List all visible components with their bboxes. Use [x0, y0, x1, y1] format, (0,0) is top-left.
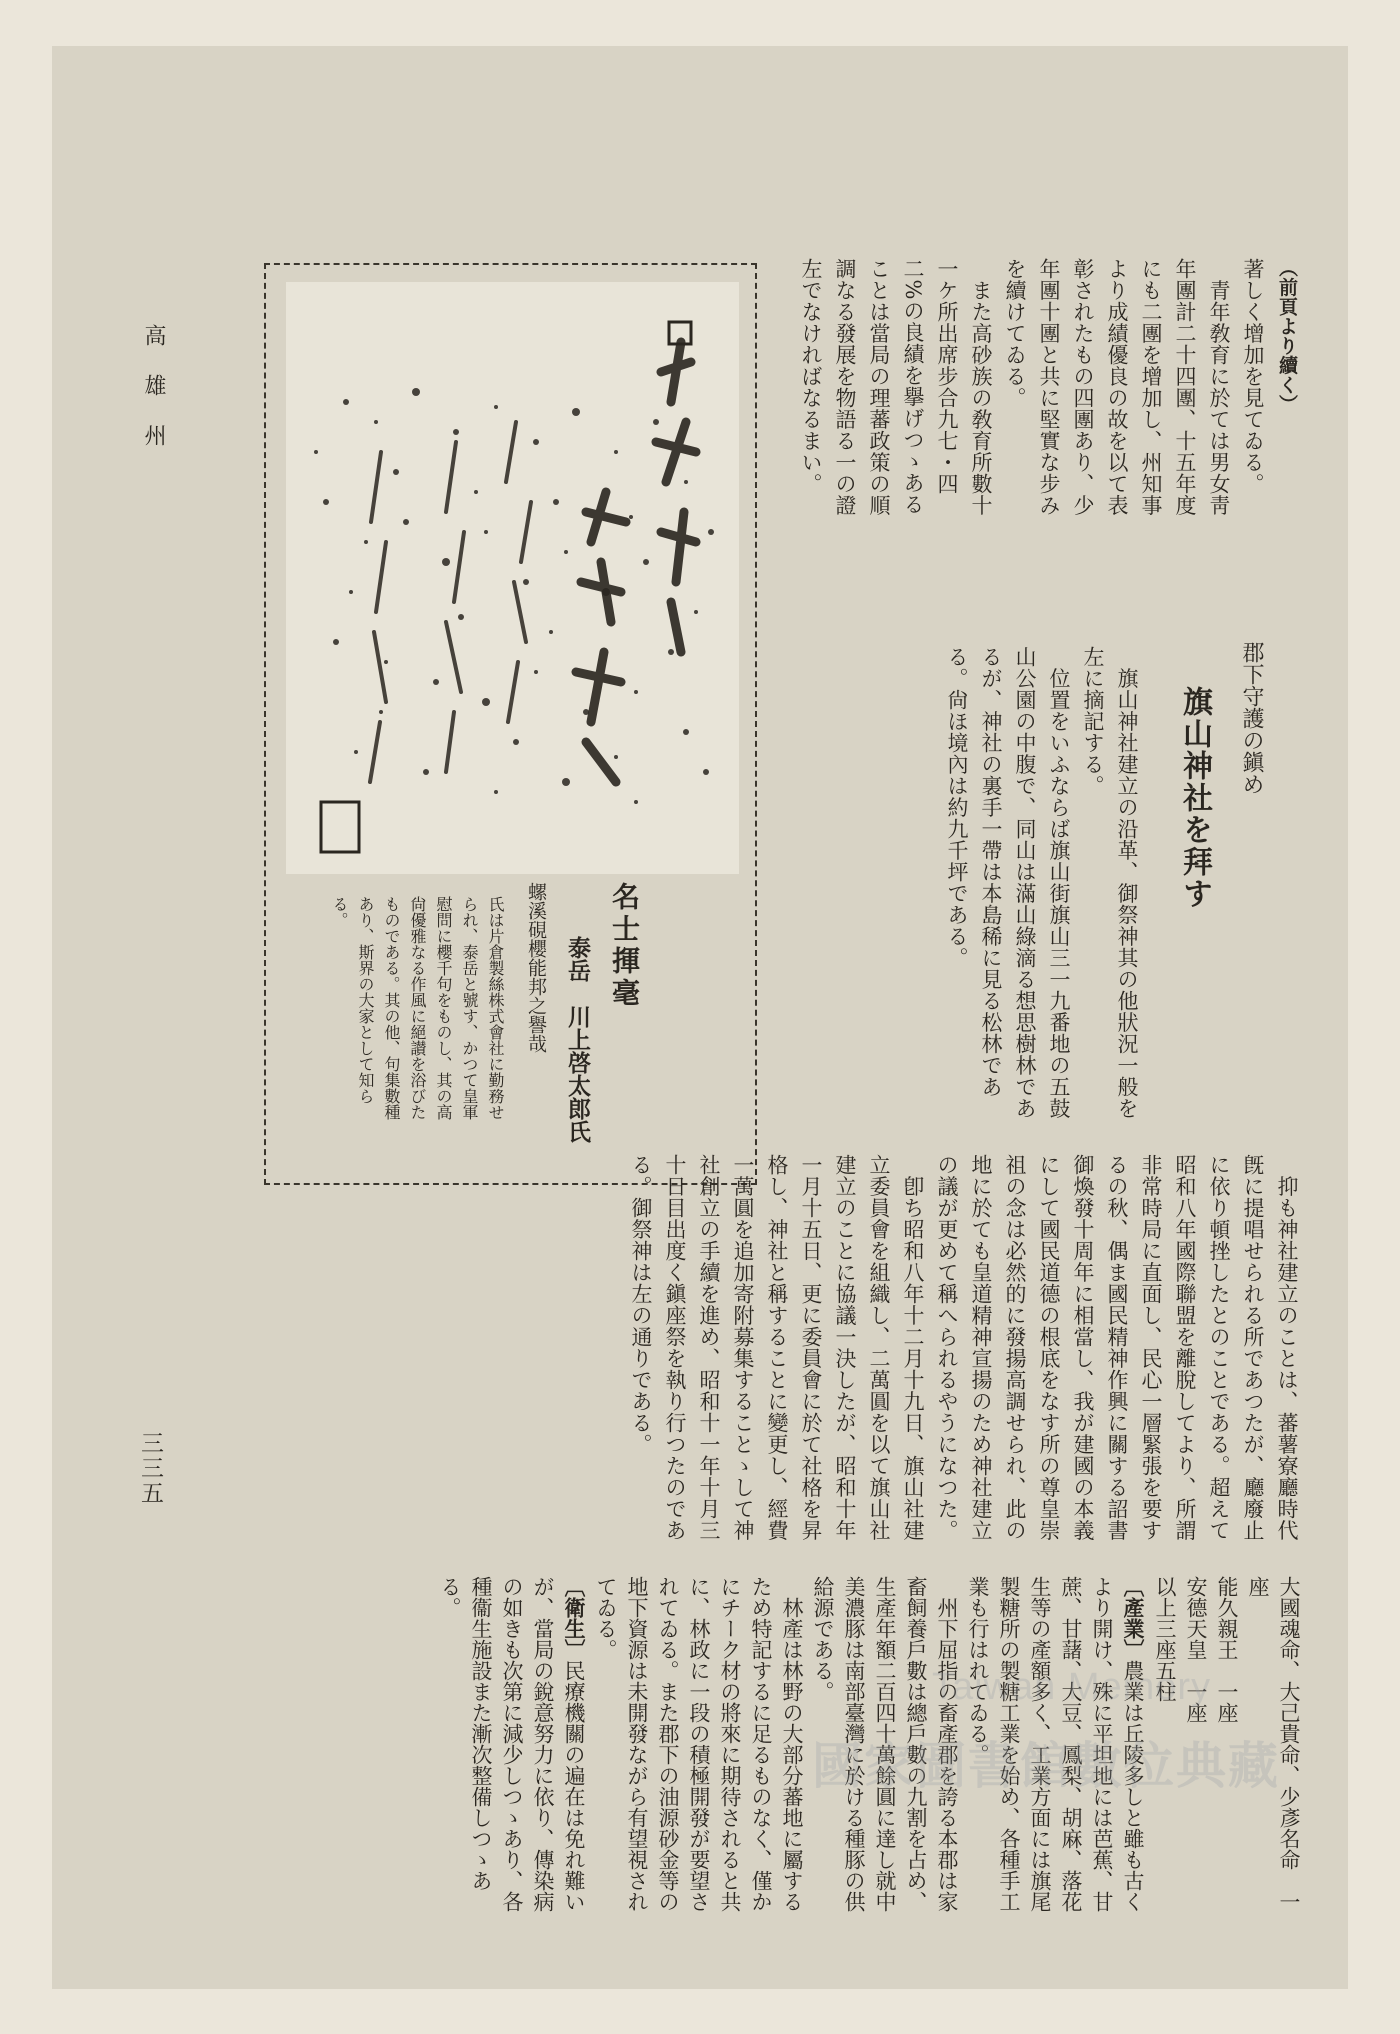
page-number: 三三五 — [137, 1431, 163, 1506]
paragraph: 林產は林野の大部分蕃地に屬するため特記するに足るものなく、僅かにチーク材の將來に期待されると共に、林政に一段の積極開發が要望されてゐる。また郡下の油源砂金等の地下資源は未開發ながら有望視されてゐる。 — [594, 1576, 804, 1912]
industry-label: 〔產業〕 — [1121, 1576, 1146, 1660]
paragraph: 著しく增加を見てゐる。 — [1241, 258, 1265, 495]
watermark-en: Taiwan Memory — [932, 1666, 1212, 1708]
paragraph: 青年敎育に於ては男女靑年團計二十四團、十五年度にも二團を增加し、州知事より成績優良の故を以て表彰されたもの四團あり、少年團十團と共に堅實な步みを續けてゐる。 — [1003, 258, 1231, 516]
deity-line: 安德天皇 一座 — [1184, 1576, 1208, 1723]
industry-text: 農業は丘陵多しと雖も古くより開け、殊に平坦地には芭蕉、甘蔗、甘藷、大豆、鳳梨、胡麻、落花生等の產額多く、工業方面には旗尾製糖所の製糖工業を始め、各種手工業も行はれてゐる。 — [966, 1576, 1145, 1912]
paragraph: また高砂族の敎育所數十一ケ所出席步合九七・四二%の良績を擧げつゝあることは當局の理蕃政策の順調なる發展を物語る一の證左でなければなるまい。 — [799, 258, 993, 516]
article-body-middle — [204, 1154, 1304, 1546]
running-head: 高雄州 — [141, 324, 166, 474]
paragraph: 州下屈指の畜產郡を誇る本郡は家畜飼養戶數は總戶數の九割を占め、生產年額二百四十萬餘圓に達し就中美濃豚は南部臺灣に於ける種豚の供給源である。 — [811, 1576, 959, 1912]
article-body-top — [772, 646, 1144, 1134]
article-title: 旗山神社を拜す — [1177, 686, 1212, 910]
paragraph: 卽ち昭和八年十二月十九日、旗山社建立委員會を組織し、二萬圓を以て旗山社建立のことに協議一決したが、昭和十年一月十五日、更に委員會に於て社格を昇格し、神社と稱することに變更し、經費一萬圓を追加寄附募集することゝして神社創立の手續を進め、昭和十一年十月三十日目出度く鎭座祭を執り行つたのである。御祭神は左の通りである。 — [629, 1154, 925, 1541]
calligraphy-work-title: 螺溪硯櫻能邦之譽哉 — [525, 882, 547, 1053]
paragraph: 抑も神社建立のことは、蕃薯寮廳時代旣に提唱せられる所であつたが、廳廢止に依り頓挫したとのことである。超えて昭和八年國際聯盟を離脫してより、所謂非常時局に直面し、民心一層緊張を要するの秋、偶ま國民精神作興に關する詔書御煥發十周年に相當し、我が建國の本義にして國民道德の根底をなす所の尊皇崇祖の念は必然的に發揚高調せられ、此の地に於ても皇道精神宣揚のため神社建立の議が更めて稱へられるやうになつた。 — [935, 1154, 1299, 1541]
hygiene-text: 民療機關の遍在は免れ難いが、當局の銳意努力に依り、傳染病の如きも次第に減少しつゝあり、各種衞生施設また漸次整備しつゝある。 — [438, 1576, 586, 1912]
page — [52, 46, 1348, 1989]
calligraphy-art — [286, 282, 739, 874]
calligraphy-section-title: 名士揮毫 — [608, 882, 641, 1010]
deity-line: 能久親王 一座 — [1215, 1576, 1239, 1723]
calligraphy-bio: 氏は片倉製絲株式會社に勤務せられ、泰岳と號す、かつて皇軍慰問に櫻千句をものし、其の高尙優雅なる作風に絕讃を浴びたものである。其の他、句集數種あり、斯界の大家として知らる。 — [330, 896, 505, 1120]
calligraphy-author: 泰岳 川上啓太郎氏 — [564, 936, 591, 1143]
continued-note: （前頁より續く） — [1276, 258, 1298, 414]
calligraphy-image — [286, 282, 739, 874]
paragraph: 旗山神社建立の沿革、御祭神其の他狀況一般を左に摘記する。 — [1081, 646, 1139, 1119]
paragraph: 位置をいふならば旗山街旗山三一九番地の五鼓山公園の中腹で、同山は滿山綠滴る想思樹林であるが、神社の裏手一帶は本島稀に見る松林である。尙ほ境內は約九千坪である。 — [945, 646, 1071, 1119]
continued-section — [799, 258, 1304, 530]
deity-line: 大國魂命、大己貴命、少彥名命 一座 — [1246, 1576, 1301, 1912]
article-kicker: 郡下守護の鎭め — [1239, 641, 1264, 795]
watermark-text: 國家圖書館數位典藏 — [812, 1737, 1280, 1795]
hygiene-paragraph — [434, 1576, 590, 1921]
hygiene-label: 〔衛生〕 — [562, 1576, 587, 1660]
deity-line: 以上三座五柱 — [1153, 1576, 1177, 1702]
watermark — [792, 1516, 1312, 1816]
